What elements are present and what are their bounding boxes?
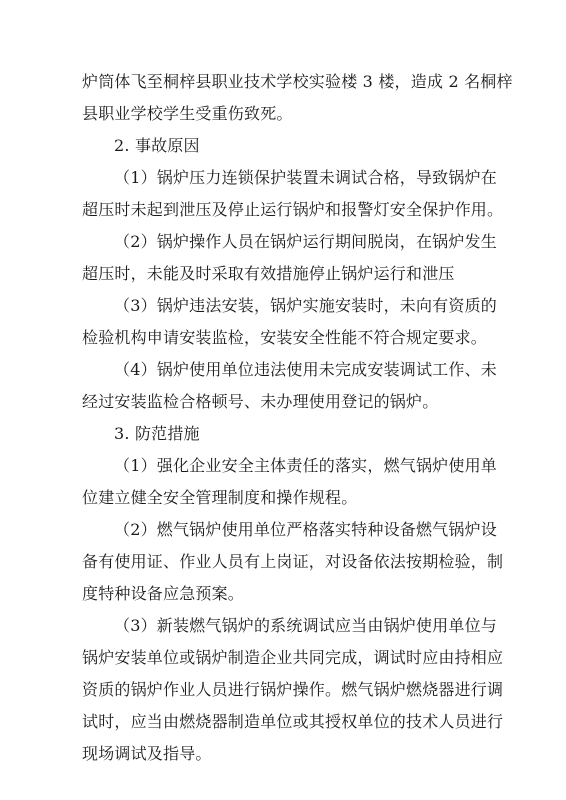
section-heading-prevention: 3. 防范措施 [114,424,200,443]
paragraph-line: （3）新装燃气锅炉的系统调试应当由锅炉使用单位与 [114,616,497,635]
paragraph-line: （4）锅炉使用单位违法使用未完成安装调试工作、未 [114,360,497,379]
paragraph-line: 超压时未起到泄压及停止运行锅炉和报警灯安全保护作用。 [82,200,504,219]
paragraph-line: （1）强化企业安全主体责任的落实，燃气锅炉使用单 [114,456,497,475]
paragraph-line: 炉筒体飞至桐梓县职业技术学校实验楼 3 楼，造成 2 名桐梓 [82,72,513,91]
paragraph-line: （3）锅炉违法安装，锅炉实施安装时，未向有资质的 [114,296,497,315]
paragraph-line: （2）锅炉操作人员在锅炉运行期间脱岗，在锅炉发生 [114,232,497,251]
paragraph-line: 县职业学校学生受重伤致死。 [82,104,293,123]
paragraph-line: 资质的锅炉作业人员进行锅炉操作。燃气锅炉燃烧器进行调 [82,680,504,699]
paragraph-line: 现场调试及指导。 [82,744,212,763]
paragraph-line: （2）燃气锅炉使用单位严格落实特种设备燃气锅炉设 [114,520,497,539]
paragraph-line: 度特种设备应急预案。 [82,584,245,603]
paragraph-line: 超压时，未能及时采取有效措施停止锅炉运行和泄压 [82,264,455,283]
paragraph-line: 锅炉安装单位或锅炉制造企业共同完成，调试时应由持相应 [82,648,504,667]
paragraph-line: （1）锅炉压力连锁保护装置未调试合格，导致锅炉在 [114,168,497,187]
paragraph-line: 试时，应当由燃烧器制造单位或其授权单位的技术人员进行 [82,712,504,731]
section-heading-cause: 2. 事故原因 [114,136,200,155]
paragraph-line: 位建立健全安全管理制度和操作规程。 [82,488,358,507]
paragraph-line: 经过安装监检合格顿号、未办理使用登记的锅炉。 [82,392,439,411]
paragraph-line: 检验机构申请安装监检，安装安全性能不符合规定要求。 [82,328,488,347]
paragraph-line: 备有使用证、作业人员有上岗证，对设备依法按期检验，制 [82,552,504,571]
